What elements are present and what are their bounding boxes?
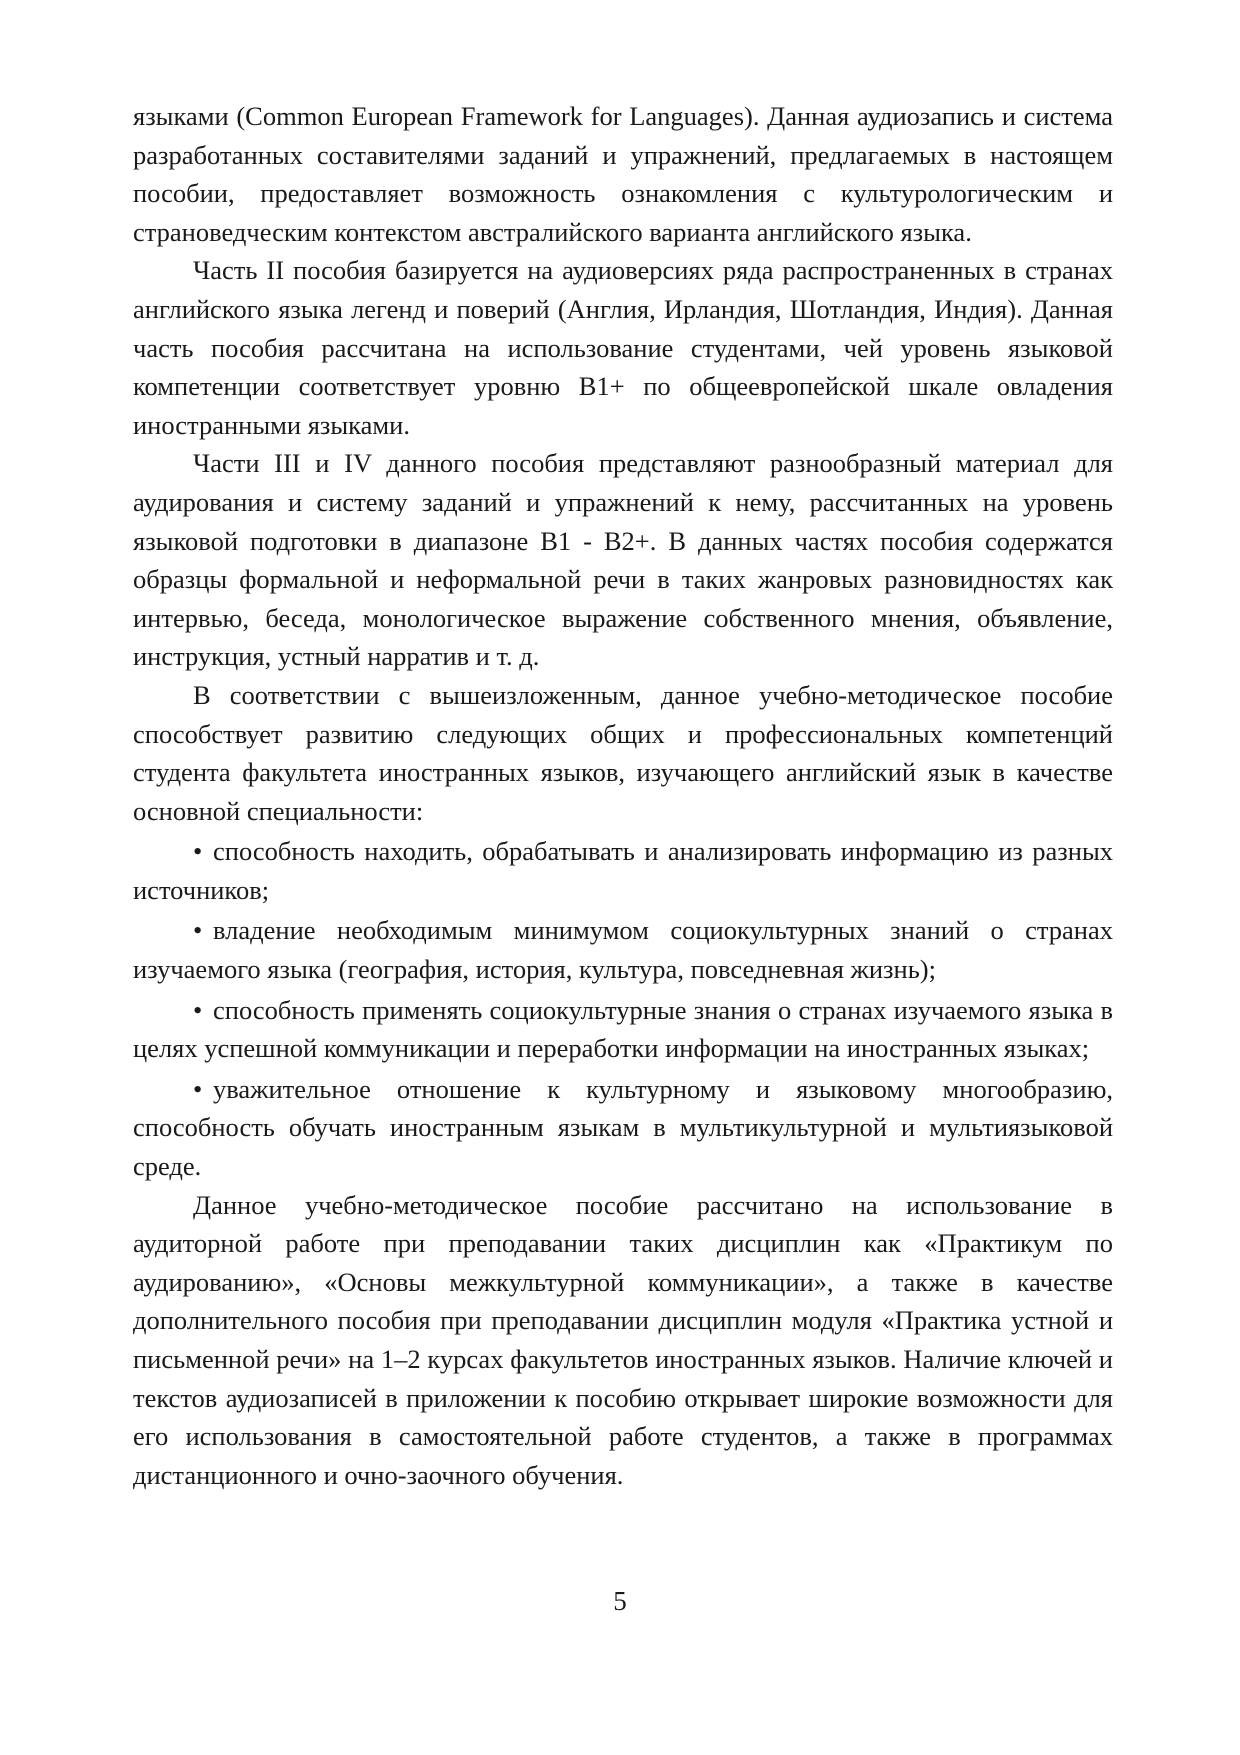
bullet-item [133, 1070, 1113, 1186]
bullet-text: способность находить, обрабатывать и анализировать информацию из разных источников; [133, 836, 1113, 905]
bullet-item [133, 832, 1113, 909]
paragraph-competencies-intro: В соответствии с вышеизложенным, данное учебно-методическое пособие способствует развитию следующих общих и профессиональных компетенций студента факультета иностранных языков, изучающего английский язык в качестве основной специальности: [133, 679, 1113, 826]
bullet-icon: • [193, 994, 203, 1025]
paragraph-part-two: Часть II пособия базируется на аудиоверсиях ряда распространенных в странах английского языка легенд и поверий (Англия, Ирландия, Шотландия, Индия). Данная часть пособия рассчитана на использование студентами, чей уровень языковой компетенции соответствует уровню B1+ по общеевропейской шкале овладения иностранными языками. [133, 255, 1113, 440]
bullet-icon: • [193, 836, 203, 867]
bullet-icon: • [193, 1073, 203, 1104]
bullet-text: уважительное отношение к культурному и языковому многообразию, способность обучать иностранным языкам в мультикультурной и мультиязыковой среде. [133, 1073, 1113, 1182]
paragraph-continuation: языками (Common European Framework for Languages). Данная аудиозапись и система разработанных составителями заданий и упражнений, предлагаемых в настоящем пособии, предоставляет возможность ознакомления с культурологическим и страноведческим контекстом австралийского варианта английского языка. [133, 101, 1113, 247]
paragraph-usage: Данное учебно-методическое пособие рассчитано на использование в аудиторной работе при преподавании таких дисциплин как «Практикум по аудированию», «Основы межкультурной коммуникации», а также в качестве дополнительного пособия при преподавании дисциплин модуля «Практика устной и письменной речи» на 1–2 курсах факультетов иностранных языков. Наличие ключей и текстов аудиозаписей в приложении к пособию открывает широкие возможности для его использования в самостоятельной работе студентов, а также в программах дистанционного и очно-заочного обучения. [133, 1189, 1113, 1490]
bullet-item [133, 911, 1113, 988]
document-body [133, 97, 1113, 1494]
bullet-text: владение необходимым минимумом социокультурных знаний о странах изучаемого языка (география, история, культура, повседневная жизнь); [133, 915, 1113, 985]
bullet-text: способность применять социокультурные знания о странах изучаемого языка в целях успешной коммуникации и переработки информации на иностранных языках; [133, 994, 1113, 1064]
paragraph-parts-three-four: Части III и IV данного пособия представляют разнообразный материал для аудирования и систему заданий и упражнений к нему, рассчитанных на уровень языковой подготовки в диапазоне B1 - B2+. В данных частях пособия содержатся образцы формальной и неформальной речи в таких жанровых разновидностях как интервью, беседа, монологическое выражение собственного мнения, объявление, инструкция, устный нарратив и т. д. [133, 448, 1113, 672]
bullet-item [133, 991, 1113, 1068]
page-number: 5 [613, 1586, 627, 1616]
bullet-icon: • [193, 915, 203, 946]
